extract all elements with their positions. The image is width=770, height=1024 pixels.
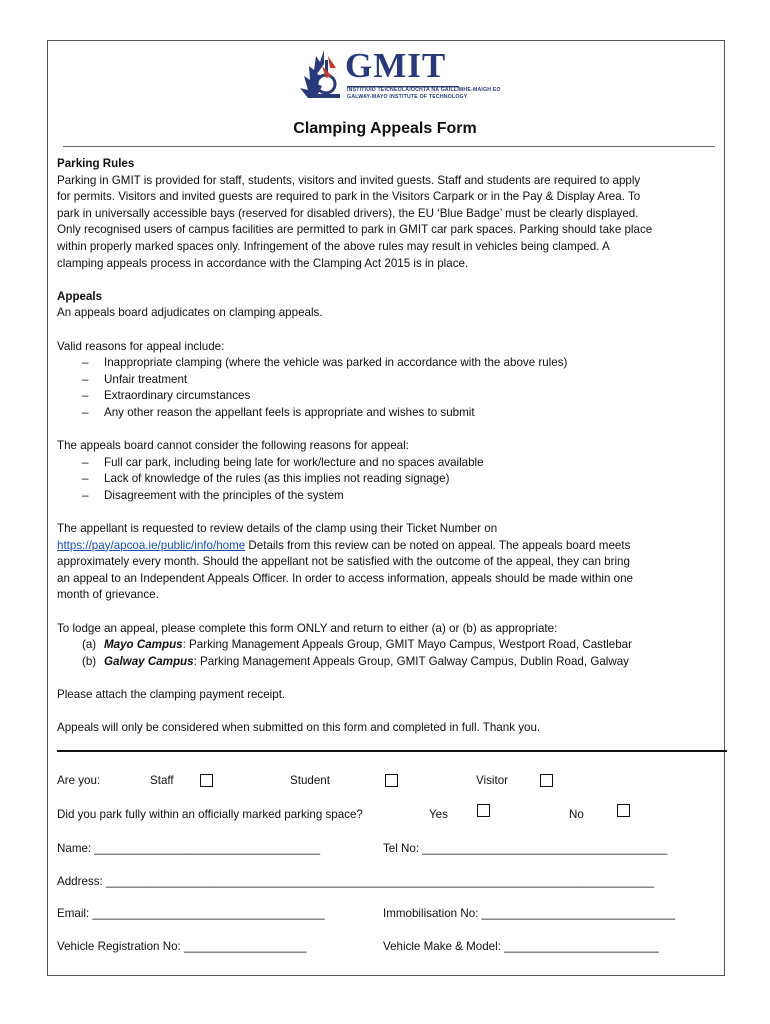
appeals-intro: An appeals board adjudicates on clamping appeals.: [57, 306, 323, 320]
lodge-intro: To lodge an appeal, please complete this form ONLY and return to either (a) or (b) as appropriate:: [57, 621, 558, 635]
valid-reasons-list: [57, 355, 725, 421]
yes-checkbox[interactable]: [477, 804, 490, 817]
review-line: The appellant is requested to review details of the clamp using their Ticket Number on: [57, 522, 498, 536]
parking-rules-line: within properly marked spaces only. Infringement of the above rules may result in vehicles being clamped. A: [57, 239, 610, 253]
parking-rules-line: park in universally accessible bays (reserved for disabled drivers), the EU ‘Blue Badge’ must be clearly displayed.: [57, 206, 639, 220]
invalid-reasons-intro: The appeals board cannot consider the following reasons for appeal:: [57, 439, 409, 453]
page-title: Clamping Appeals Form: [293, 120, 477, 137]
role-row: [57, 774, 725, 794]
list-item: – Extraordinary circumstances: [82, 389, 251, 403]
yes-label: Yes: [429, 808, 448, 821]
list-item: – Unfair treatment: [82, 372, 188, 386]
vehicle-make-field[interactable]: Vehicle Make & Model: ________________________: [383, 940, 659, 953]
apcoa-link[interactable]: https://pay/apcoa.ie/public/info/home: [57, 538, 246, 552]
visitor-label: Visitor: [476, 774, 509, 787]
are-you-label: Are you:: [57, 774, 101, 787]
attach-note: Please attach the clamping payment receipt.: [57, 688, 286, 701]
review-line: https://pay/apcoa.ie/public/info/home Details from this review can be noted on appeal. The appeals board meets: [57, 538, 631, 552]
parking-rules-line: clamping appeals process in accordance with the Clamping Act 2015 is in place.: [57, 256, 469, 270]
logo-wordmark: GMIT: [345, 46, 447, 85]
list-item: (a) Mayo Campus: Parking Management Appeals Group, GMIT Mayo Campus, Westport Road, Castlebar: [82, 638, 632, 652]
valid-reasons-intro: Valid reasons for appeal include:: [57, 339, 225, 353]
review-line: approximately every month. Should the appellant not be satisfied with the outcome of the appeal, they can bring: [57, 555, 630, 569]
parking-rules-line: for permits. Visitors and invited guests are required to park in the Visitors Carpark or in the Pay & Display Area. To: [57, 190, 641, 204]
parked-question: Did you park fully within an officially marked parking space?: [57, 808, 363, 821]
staff-label: Staff: [150, 774, 174, 787]
parked-row: [57, 808, 725, 828]
title-divider: [63, 146, 715, 147]
student-label: Student: [290, 774, 330, 787]
name-field[interactable]: Name: ___________________________________: [57, 842, 321, 855]
parking-rules-line: Parking in GMIT is provided for staff, students, visitors and invited guests. Staff and students are required to apply: [57, 173, 641, 187]
vehicle-row: [57, 940, 725, 960]
vehicle-registration-field[interactable]: Vehicle Registration No: ___________________: [57, 940, 307, 953]
visitor-checkbox[interactable]: [540, 774, 553, 787]
name-row: [57, 842, 725, 862]
campus-list: [57, 637, 725, 670]
parking-rules-heading: Parking Rules: [57, 157, 135, 170]
review-line: an appeal to an Independent Appeals Officer. In order to access information, appeals should be made within one: [57, 571, 633, 585]
appeals-heading: Appeals: [57, 289, 103, 303]
final-note: Appeals will only be considered when submitted on this form and completed in full. Thank you.: [57, 721, 541, 735]
address-field[interactable]: Address: _____________________________________________________________________________________: [57, 875, 655, 888]
no-checkbox[interactable]: [617, 804, 630, 817]
list-item: – Disagreement with the principles of the system: [82, 488, 344, 502]
no-label: No: [569, 808, 584, 821]
parking-rules-line: Only recognised users of campus facilities are permitted to park in GMIT car park spaces. Parking should take place: [57, 223, 653, 237]
immobilisation-field[interactable]: Immobilisation No: ______________________________: [383, 907, 676, 920]
address-row: [57, 875, 725, 895]
invalid-reasons-list: [57, 455, 725, 505]
list-item: (b) Galway Campus: Parking Management Appeals Group, GMIT Galway Campus, Dublin Road, Galway: [82, 654, 629, 668]
logo-irish-name: INSTITIÚID TEICNEOLAÍOCHTA NA GAILLIMHE-MAIGH EO: [347, 87, 501, 93]
staff-checkbox[interactable]: [200, 774, 213, 787]
email-row: [57, 907, 725, 927]
list-item: – Lack of knowledge of the rules (as this implies not reading signage): [82, 472, 450, 486]
list-item: – Full car park, including being late for work/lecture and no spaces available: [82, 455, 484, 469]
review-line: month of grievance.: [57, 588, 159, 602]
document-body: [57, 156, 725, 737]
logo-english-name: GALWAY-MAYO INSTITUTE OF TECHNOLOGY: [347, 94, 468, 100]
student-checkbox[interactable]: [385, 774, 398, 787]
list-item: – Any other reason the appellant feels is appropriate and wishes to submit: [82, 405, 475, 419]
tel-field[interactable]: Tel No: ______________________________________: [383, 842, 668, 855]
email-field[interactable]: Email: ____________________________________: [57, 907, 325, 920]
form-divider: [57, 750, 727, 752]
list-item: – Inappropriate clamping (where the vehicle was parked in accordance with the above rules): [82, 356, 568, 370]
